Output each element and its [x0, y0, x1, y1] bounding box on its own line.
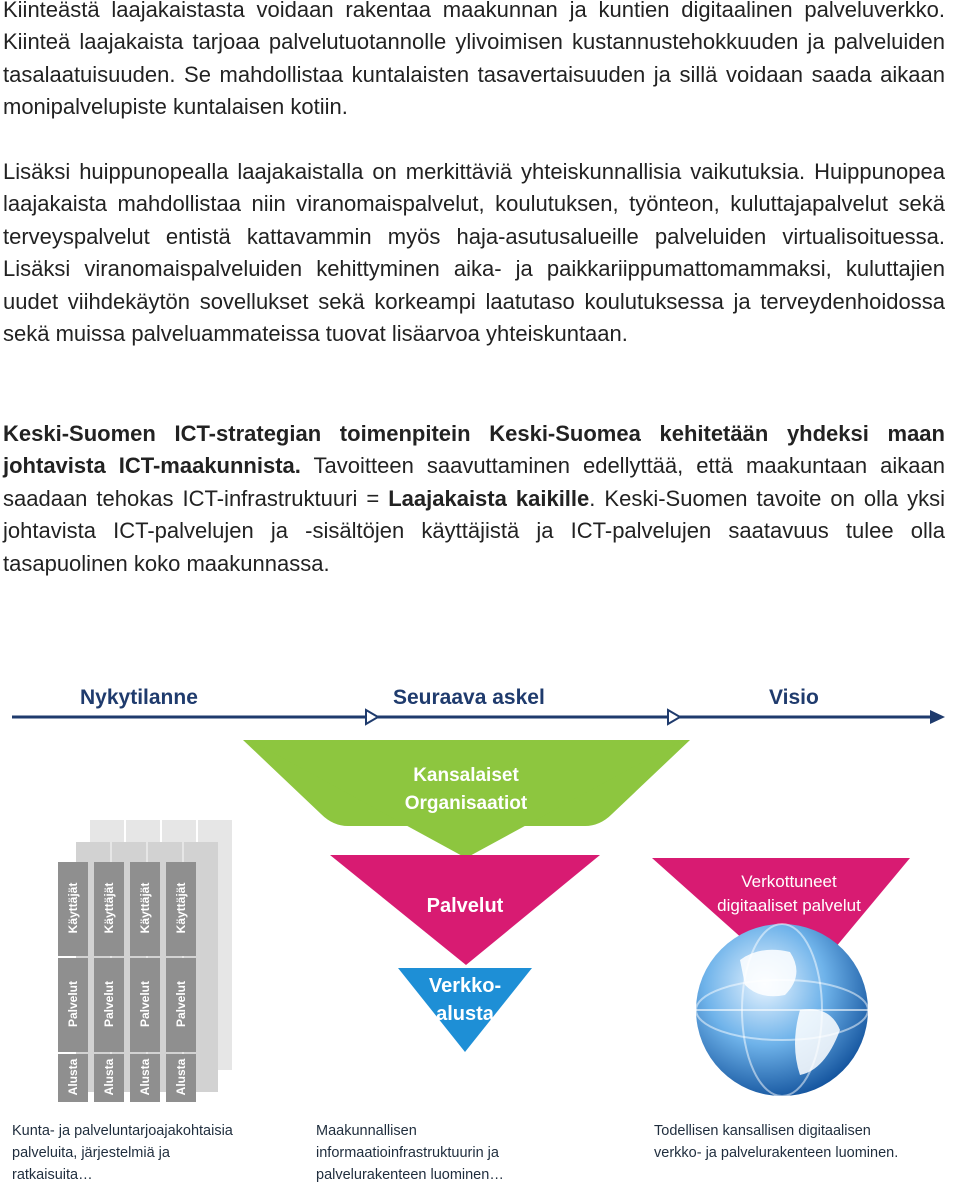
column-label-palvelut: Palvelut [174, 980, 188, 1028]
label-kansalaiset: Kansalaiset [413, 765, 519, 786]
stage-visio: Visio [769, 686, 819, 709]
paragraph-3 [3, 418, 945, 580]
label-alusta: alusta [436, 1003, 494, 1025]
ict-strategy-diagram [0, 600, 960, 1187]
column-label-kayttajat: Käyttäjät [138, 882, 152, 934]
paragraph-2: Lisäksi huippunopealla laajakaistalla on merkittäviä yhteiskunnallisia vaikutuksia. Huippunopea laajakaista mahdollistaa niin viranomaispalvelut, koulutuksen, työnteon, kuluttajapalvelut sekä terveyspalvelut entistä kattavammin myös haja-asutusalueille palveluiden virtualisoituessa. Lisäksi viranomaispalveluiden kehittyminen aika- ja paikkariippumattomammaksi, kuluttajien uudet viihdekäytön sovellukset sekä korkeampi laatutaso koulutuksessa ja terveydenhoidossa sekä muissa palveluammateissa tuovat lisäarvoa yhteiskuntaan. [3, 159, 945, 347]
caption-left-line: Kunta- ja palveluntarjoajakohtaisia [12, 1123, 233, 1139]
stage-seuraava-askel: Seuraava askel [393, 686, 545, 709]
magenta-triangle-label: Palvelut [426, 895, 504, 917]
caption-right [654, 1120, 954, 1164]
stage-nykytilanne: Nykytilanne [80, 686, 198, 709]
caption-left-line: palveluita, järjestelmiä ja [12, 1145, 170, 1161]
column-label-palvelut: Palvelut [102, 980, 116, 1028]
paragraph-3-end: . Keski-Suomen tavoite on olla yksi johtavista ICT-palvelujen ja -sisältöjen käyttäjistä ja ICT-palvelujen saatavuus tulee olla tasapuolinen koko maakunnassa. [3, 485, 945, 576]
timeline-marker-2 [668, 710, 680, 724]
column-label-alusta: Alusta [174, 1058, 188, 1096]
column-label-alusta: Alusta [102, 1058, 116, 1096]
caption-middle-line: Maakunnallisen [316, 1123, 417, 1139]
caption-left-line: ratkaisuita… [12, 1167, 93, 1183]
column-label-kayttajat: Käyttäjät [174, 882, 188, 934]
label-verkko: Verkko- [428, 975, 502, 997]
paragraph-1: Kiinteästä laajakaistasta voidaan rakentaa maakunnan ja kuntien digitaalinen palveluverkko. Kiinteä laajakaista tarjoaa palvelutuotannolle ylivoimisen kustannustehokkuuden ja palveluiden tasalaatuisuuden. Se mahdollistaa kuntalaisten tasavertaisuuden ja sillä voidaan saada aikaan monipalvelupiste kuntalaisen kotiin. [3, 0, 945, 120]
column-label-alusta: Alusta [138, 1058, 152, 1096]
timeline-marker-1 [366, 710, 378, 724]
column-label-palvelut: Palvelut [138, 980, 152, 1028]
caption-right-line: Todellisen kansallisen digitaalisen [654, 1123, 871, 1139]
vision-label [686, 870, 892, 918]
timeline-arrowhead [930, 710, 945, 724]
caption-middle-line: informaatioinfrastruktuurin ja [316, 1145, 499, 1161]
column-label-kayttajat: Käyttäjät [102, 882, 116, 934]
caption-left [12, 1120, 302, 1186]
blue-triangle-label [405, 972, 525, 1028]
strategy-heading-bold: Keski-Suomen ICT-strategian toimenpitein Keski-Suomea kehitetään yhdeksi maan johtavista ICT-maakunnista. [3, 421, 945, 479]
label-organisaatiot: Organisaatiot [404, 793, 528, 814]
caption-middle-line: palvelurakenteen luominen… [316, 1167, 504, 1183]
column-label-palvelut: Palvelut [66, 980, 80, 1028]
green-triangle-label [366, 762, 566, 818]
label-verkottuneet: Verkottuneet [741, 872, 837, 891]
column-label-kayttajat: Käyttäjät [66, 882, 80, 934]
column-label-alusta: Alusta [66, 1058, 80, 1096]
paragraph-3-text: Tavoitteen saavuttaminen edellyttää, että maakuntaan aikaan saadaan tehokas ICT-infrastruktuuri = [3, 453, 945, 511]
caption-right-line: verkko- ja palvelurakenteen luominen. [654, 1145, 899, 1161]
label-digitaaliset-palvelut: digitaaliset palvelut [717, 896, 861, 915]
caption-middle [316, 1120, 616, 1186]
laajakaista-kaikille-bold: Laajakaista kaikille [388, 485, 590, 511]
